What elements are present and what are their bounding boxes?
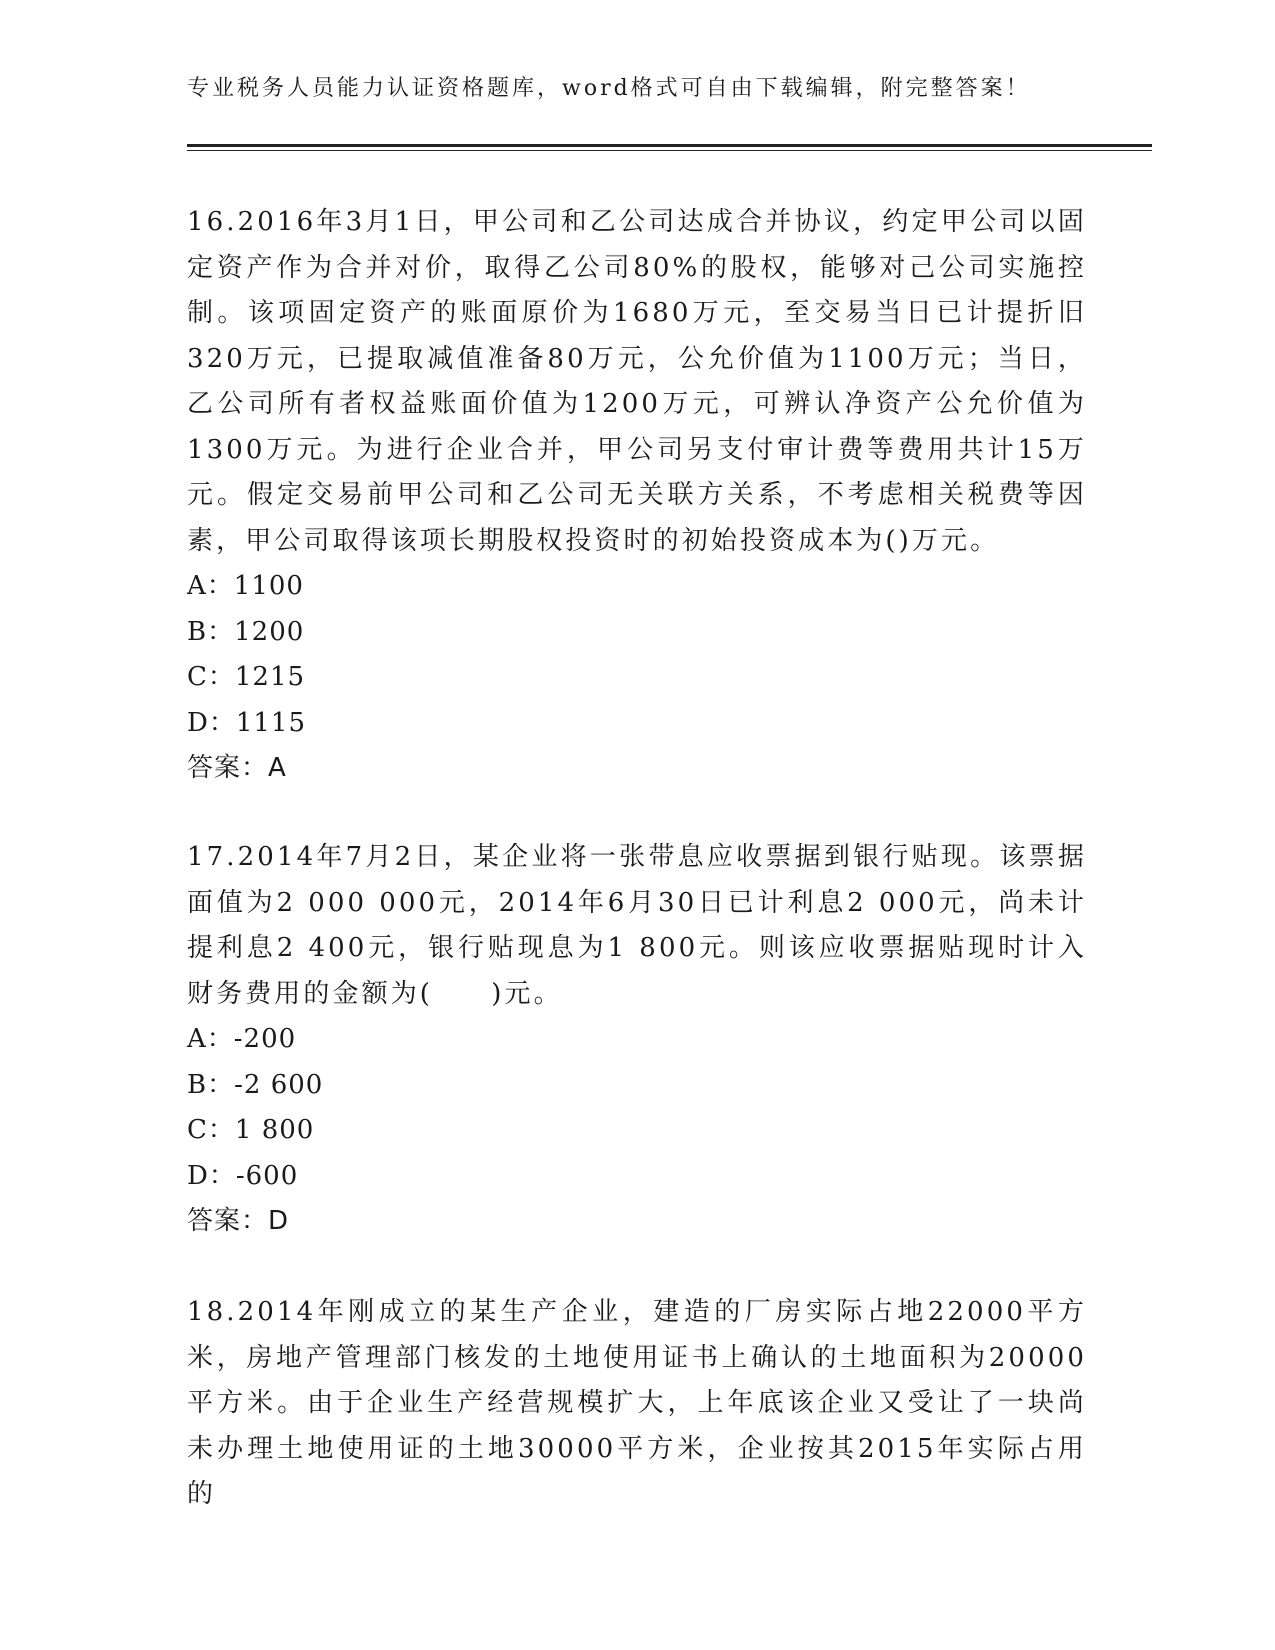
question-text: 16.2016年3月1日，甲公司和乙公司达成合并协议，约定甲公司以固定资产作为合并对价，取得乙公司80%的股权，能够对己公司实施控制。该项固定资产的账面原价为1680万元，至交易当日已计提折旧320万元，已提取减值准备80万元，公允价值为1100万元；当日，乙公司所有者权益账面价值为1200万元，可辨认净资产公允价值为1300万元。为进行企业合并，甲公司另支付审计费等费用共计15万元。假定交易前甲公司和乙公司无关联方关系，不考虑相关税费等因素，甲公司取得该项长期股权投资时的初始投资成本为()万元。 — [187, 207, 1087, 556]
option-a: A：1100 — [187, 571, 304, 601]
question-18 — [187, 1290, 1087, 1518]
answer: 答案：D — [187, 1206, 290, 1236]
question-text: 18.2014年刚成立的某生产企业，建造的厂房实际占地22000平方米，房地产管理部门核发的土地使用证书上确认的土地面积为20000平方米。由于企业生产经营规模扩大，上年底该企业又受让了一块尚未办理土地使用证的土地30000平方米，企业按其2015年实际占用的 — [187, 1297, 1087, 1509]
question-text: 17.2014年7月2日，某企业将一张带息应收票据到银行贴现。该票据面值为2 000 000元，2014年6月30日已计利息2 000元，尚未计提利息2 400元，银行贴现息为1 800元。则该应收票据贴现时计入财务费用的金额为( )元。 — [187, 842, 1087, 1009]
answer: 答案：A — [187, 753, 287, 783]
option-c: C：1 800 — [187, 1115, 315, 1145]
page-header: 专业税务人员能力认证资格题库，word格式可自由下载编辑，附完整答案！ — [187, 76, 1031, 101]
header-rule-thin — [187, 150, 1152, 151]
option-a: A：-200 — [187, 1024, 297, 1054]
option-b: B：-2 600 — [187, 1069, 324, 1100]
question-16 — [187, 200, 1087, 792]
option-d: D：1115 — [187, 707, 307, 738]
header-rule-thick — [187, 144, 1152, 147]
option-c: C：1215 — [187, 662, 306, 692]
option-d: D：-600 — [187, 1160, 299, 1191]
question-17 — [187, 835, 1087, 1245]
option-b: B：1200 — [187, 616, 305, 647]
